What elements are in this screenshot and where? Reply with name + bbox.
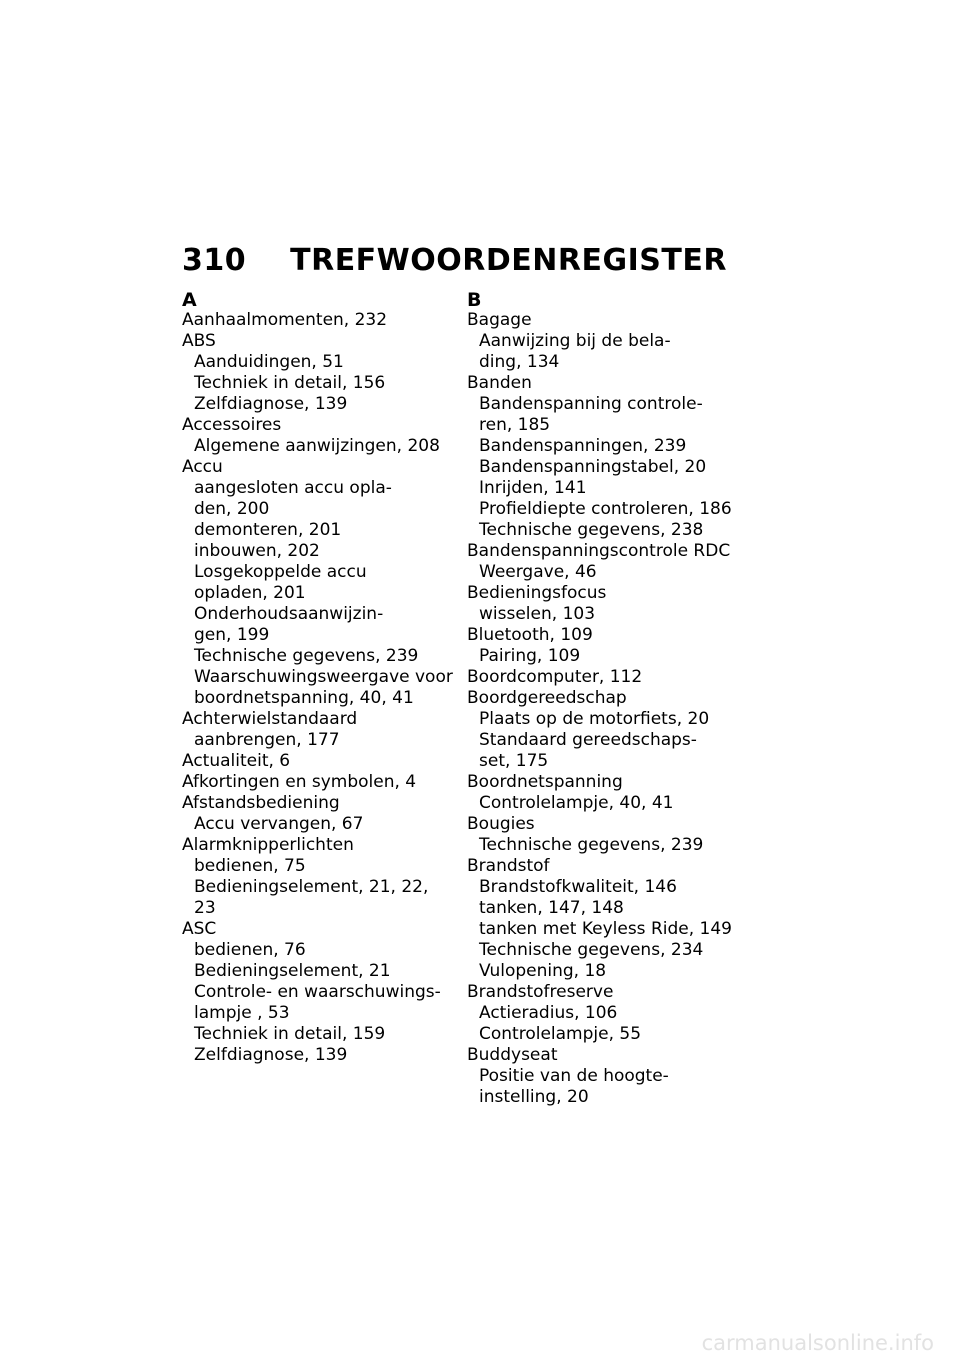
index-subentry: [182, 646, 462, 667]
index-subentry: [467, 415, 747, 436]
section-letter: A: [182, 289, 197, 311]
page-header: [182, 243, 727, 278]
index-subentry: [467, 394, 747, 415]
entry-text: Aanhaalmomenten, 232: [182, 310, 388, 330]
entry-text: Bandenspanningstabel, 20: [479, 457, 707, 477]
index-subentry: [182, 604, 462, 625]
entry-text: Boordnetspanning: [467, 772, 623, 792]
index-term: [182, 709, 462, 730]
entry-text: bedienen, 75: [194, 856, 306, 876]
index-subentry: [467, 898, 747, 919]
index-subentry: [467, 436, 747, 457]
entry-text: Aanduidingen, 51: [194, 352, 344, 372]
index-column-b: [467, 291, 747, 1108]
index-subentry: [182, 583, 462, 604]
entry-text: Afstandsbediening: [182, 793, 340, 813]
entry-text: instelling, 20: [479, 1087, 589, 1107]
index-subentry: [182, 1003, 462, 1024]
entry-text: lampje , 53: [194, 1003, 290, 1023]
entry-text: Bandenspanningscontrole RDC: [467, 541, 731, 561]
index-subentry: [182, 520, 462, 541]
entry-text: Bandenspanning controle-: [479, 394, 703, 414]
index-subentry: [467, 961, 747, 982]
entry-text: Achterwielstandaard: [182, 709, 358, 729]
entry-text: Brandstofkwaliteit, 146: [479, 877, 677, 897]
index-subentry: [182, 478, 462, 499]
entry-text: wisselen, 103: [479, 604, 596, 624]
index-subentry: [467, 352, 747, 373]
index-subentry: [467, 520, 747, 541]
index-term: [182, 751, 462, 772]
index-term: [182, 835, 462, 856]
index-subentry: [182, 940, 462, 961]
entry-text: ren, 185: [479, 415, 551, 435]
index-term: [467, 583, 747, 604]
index-subentry: [182, 394, 462, 415]
index-term: [467, 310, 747, 331]
index-subentry: [467, 940, 747, 961]
entry-text: Zelfdiagnose, 139: [194, 1045, 348, 1065]
index-subentry: [467, 877, 747, 898]
index-subentry: [182, 730, 462, 751]
index-subentry: [182, 499, 462, 520]
index-entries: [182, 310, 462, 1066]
entry-text: Bedieningselement, 21, 22,: [194, 877, 429, 897]
entry-text: Pairing, 109: [479, 646, 581, 666]
index-term: [467, 373, 747, 394]
entry-text: Standaard gereedschaps-: [479, 730, 697, 750]
entry-text: aanbrengen, 177: [194, 730, 340, 750]
index-term: [467, 1045, 747, 1066]
entry-text: Losgekoppelde accu: [194, 562, 367, 582]
entry-text: Techniek in detail, 156: [194, 373, 386, 393]
entry-text: Zelfdiagnose, 139: [194, 394, 348, 414]
entry-text: Boordgereedschap: [467, 688, 627, 708]
index-subentry: [182, 625, 462, 646]
index-subentry: [467, 604, 747, 625]
entry-text: Actualiteit, 6: [182, 751, 291, 771]
index-subentry: [467, 562, 747, 583]
entry-text: Waarschuwingsweergave voor: [194, 667, 453, 687]
index-term: [182, 415, 462, 436]
index-subentry: [182, 667, 462, 688]
watermark: carmanualsonline.info: [701, 1331, 934, 1355]
entry-text: Bedieningselement, 21: [194, 961, 391, 981]
index-subentry: [182, 1045, 462, 1066]
index-subentry: [182, 814, 462, 835]
index-term: [467, 541, 747, 562]
entry-text: Accu: [182, 457, 223, 477]
entry-text: opladen, 201: [194, 583, 306, 603]
entry-text: Profieldiepte controleren, 186: [479, 499, 732, 519]
index-term: [182, 331, 462, 352]
entry-text: Technische gegevens, 234: [479, 940, 704, 960]
index-subentry: [182, 562, 462, 583]
entry-text: set, 175: [479, 751, 549, 771]
index-term: [467, 688, 747, 709]
entry-text: 23: [194, 898, 216, 918]
entry-text: Brandstof: [467, 856, 550, 876]
entry-text: inbouwen, 202: [194, 541, 320, 561]
index-subentry: [467, 709, 747, 730]
entry-text: Brandstofreserve: [467, 982, 614, 1002]
entry-text: Actieradius, 106: [479, 1003, 618, 1023]
index-term: [182, 457, 462, 478]
index-subentry: [182, 961, 462, 982]
entry-text: ASC: [182, 919, 217, 939]
entry-text: Positie van de hoogte-: [479, 1066, 669, 1086]
entry-text: Onderhoudsaanwijzin-: [194, 604, 384, 624]
entry-text: demonteren, 201: [194, 520, 342, 540]
index-term: [467, 772, 747, 793]
index-term: [467, 814, 747, 835]
index-subentry: [182, 352, 462, 373]
index-subentry: [182, 898, 462, 919]
index-term: [182, 772, 462, 793]
section-letter: B: [467, 289, 482, 311]
entry-text: Algemene aanwijzingen, 208: [194, 436, 440, 456]
page-title: TREFWOORDENREGISTER: [290, 243, 727, 278]
entry-text: tanken, 147, 148: [479, 898, 624, 918]
page-number: 310: [182, 243, 247, 278]
index-subentry: [467, 331, 747, 352]
index-term: [182, 919, 462, 940]
entry-text: Alarmknipperlichten: [182, 835, 354, 855]
entry-text: Technische gegevens, 239: [479, 835, 704, 855]
index-subentry: [182, 688, 462, 709]
entry-text: Bagage: [467, 310, 532, 330]
index-term: [467, 667, 747, 688]
entry-text: Buddyseat: [467, 1045, 558, 1065]
index-subentry: [467, 646, 747, 667]
entry-text: den, 200: [194, 499, 270, 519]
entry-text: bedienen, 76: [194, 940, 306, 960]
index-term: [182, 310, 462, 331]
index-subentry: [467, 730, 747, 751]
index-subentry: [467, 793, 747, 814]
index-term: [467, 856, 747, 877]
index-subentry: [182, 877, 462, 898]
index-subentry: [467, 751, 747, 772]
entry-text: Controlelampje, 55: [479, 1024, 642, 1044]
index-subentry: [182, 541, 462, 562]
index-term: [467, 625, 747, 646]
entry-text: tanken met Keyless Ride, 149: [479, 919, 732, 939]
index-subentry: [467, 1003, 747, 1024]
entry-text: Accu vervangen, 67: [194, 814, 364, 834]
index-subentry: [467, 835, 747, 856]
entry-text: Techniek in detail, 159: [194, 1024, 386, 1044]
entry-text: aangesloten accu opla-: [194, 478, 392, 498]
index-entries: [467, 310, 747, 1108]
entry-text: Controlelampje, 40, 41: [479, 793, 674, 813]
entry-text: Vulopening, 18: [479, 961, 607, 981]
index-subentry: [467, 1087, 747, 1108]
index-subentry: [182, 856, 462, 877]
index-subentry: [467, 499, 747, 520]
entry-text: Bougies: [467, 814, 535, 834]
entry-text: gen, 199: [194, 625, 270, 645]
index-subentry: [182, 373, 462, 394]
entry-text: Inrijden, 141: [479, 478, 587, 498]
entry-text: Bluetooth, 109: [467, 625, 593, 645]
entry-text: Bandenspanningen, 239: [479, 436, 687, 456]
entry-text: ABS: [182, 331, 216, 351]
entry-text: Weergave, 46: [479, 562, 597, 582]
entry-text: Technische gegevens, 239: [194, 646, 419, 666]
entry-text: ding, 134: [479, 352, 560, 372]
index-term: [182, 793, 462, 814]
index-subentry: [467, 919, 747, 940]
entry-text: Accessoires: [182, 415, 282, 435]
entry-text: Bedieningsfocus: [467, 583, 607, 603]
entry-text: Controle- en waarschuwings-: [194, 982, 441, 1002]
index-subentry: [182, 982, 462, 1003]
index-subentry: [467, 1066, 747, 1087]
entry-text: Boordcomputer, 112: [467, 667, 643, 687]
entry-text: Aanwijzing bij de bela-: [479, 331, 671, 351]
index-subentry: [182, 436, 462, 457]
entry-text: Afkortingen en symbolen, 4: [182, 772, 417, 792]
index-subentry: [467, 457, 747, 478]
entry-text: boordnetspanning, 40, 41: [194, 688, 414, 708]
entry-text: Plaats op de motorfiets, 20: [479, 709, 710, 729]
index-subentry: [467, 478, 747, 499]
index-subentry: [182, 1024, 462, 1045]
index-column-a: [182, 291, 462, 1066]
entry-text: Technische gegevens, 238: [479, 520, 704, 540]
entry-text: Banden: [467, 373, 532, 393]
index-subentry: [467, 1024, 747, 1045]
index-term: [467, 982, 747, 1003]
